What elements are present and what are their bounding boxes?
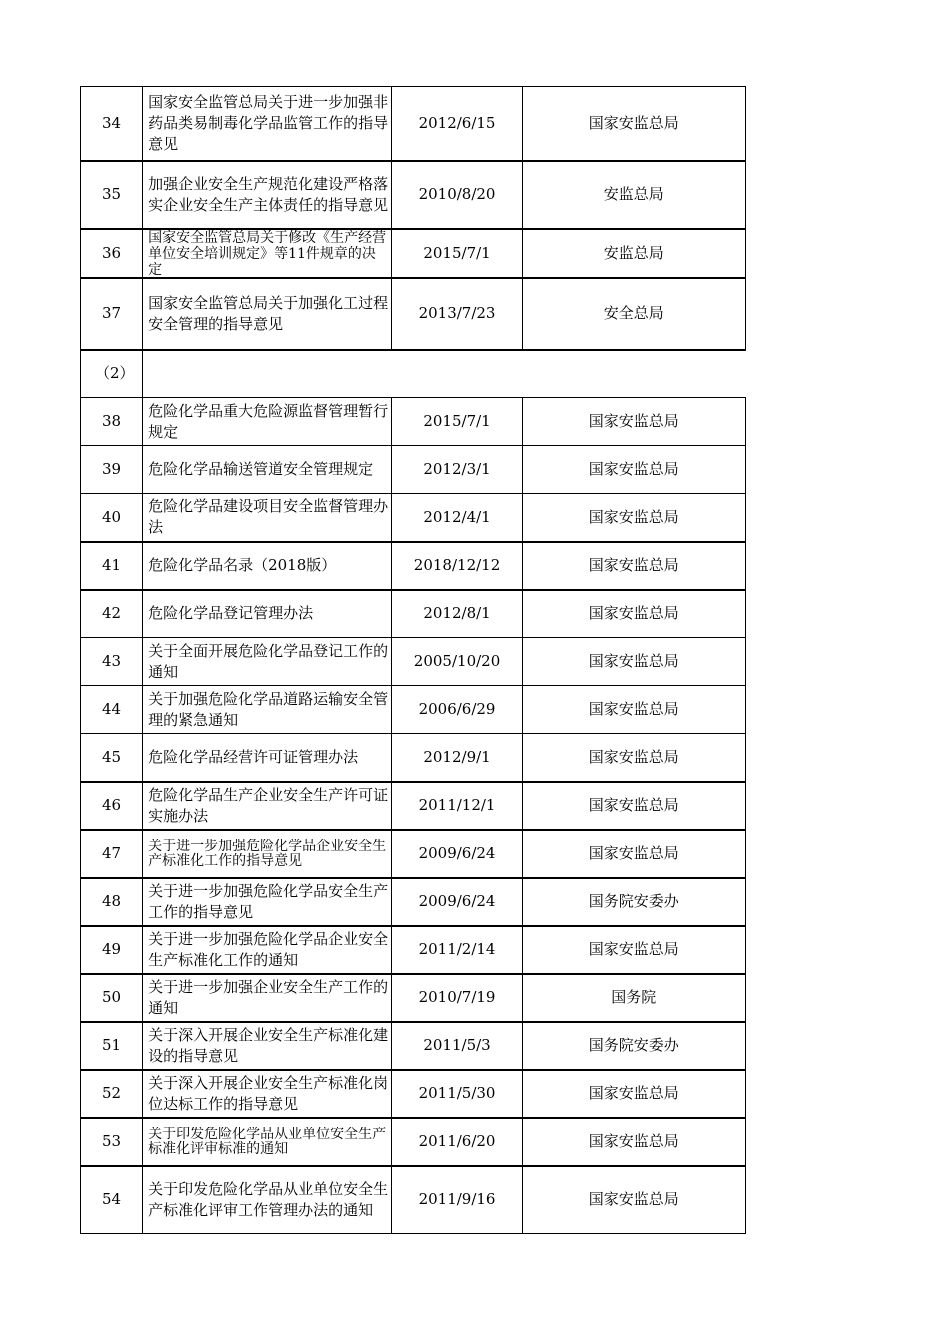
table-row	[81, 1166, 746, 1234]
row-number: 39	[81, 446, 143, 494]
document-title: 危险化学品经营许可证管理办法	[143, 734, 392, 782]
issuing-authority: 安监总局	[522, 229, 745, 278]
table-row	[81, 278, 746, 350]
issue-date: 2011/5/3	[392, 1022, 522, 1070]
document-title: 危险化学品输送管道安全管理规定	[143, 446, 392, 494]
issuing-authority: 国家安监总局	[522, 782, 745, 830]
issue-date: 2010/7/19	[392, 974, 522, 1022]
issuing-authority: 国家安监总局	[522, 734, 745, 782]
row-number: 35	[81, 161, 143, 229]
document-title: 关于印发危险化学品从业单位安全生产标准化评审标准的通知	[143, 1118, 392, 1166]
issue-date: 2006/6/29	[392, 686, 522, 734]
row-number: 41	[81, 542, 143, 590]
row-number: 36	[81, 229, 143, 278]
issue-date: 2010/8/20	[392, 161, 522, 229]
issuing-authority: 国家安监总局	[522, 590, 745, 638]
issue-date: 2011/5/30	[392, 1070, 522, 1118]
document-title: 关于进一步加强危险化学品企业安全生产标准化工作的通知	[143, 926, 392, 974]
issuing-authority: 国家安监总局	[522, 446, 745, 494]
document-title: 关于加强危险化学品道路运输安全管理的紧急通知	[143, 686, 392, 734]
row-number: 48	[81, 878, 143, 926]
row-number: 46	[81, 782, 143, 830]
issue-date: 2012/3/1	[392, 446, 522, 494]
issue-date: 2011/9/16	[392, 1166, 522, 1234]
issuing-authority: 国家安监总局	[522, 926, 745, 974]
issuing-authority: 国家安监总局	[522, 1118, 745, 1166]
row-number: 54	[81, 1166, 143, 1234]
row-number: 37	[81, 278, 143, 350]
document-title: 关于进一步加强危险化学品安全生产工作的指导意见	[143, 878, 392, 926]
table-row	[81, 830, 746, 878]
document-title: 危险化学品重大危险源监督管理暂行规定	[143, 398, 392, 446]
row-number: 47	[81, 830, 143, 878]
table-row	[81, 734, 746, 782]
issue-date: 2012/8/1	[392, 590, 522, 638]
issuing-authority: 国家安监总局	[522, 542, 745, 590]
table-row	[81, 686, 746, 734]
table-row	[81, 638, 746, 686]
document-title: 关于进一步加强企业安全生产工作的通知	[143, 974, 392, 1022]
table-row	[81, 542, 746, 590]
section-header-row	[81, 350, 746, 398]
issue-date: 2011/6/20	[392, 1118, 522, 1166]
issue-date: 2018/12/12	[392, 542, 522, 590]
table-row	[81, 590, 746, 638]
issuing-authority: 国家安监总局	[522, 494, 745, 542]
row-number: 40	[81, 494, 143, 542]
row-number: 52	[81, 1070, 143, 1118]
row-number: 53	[81, 1118, 143, 1166]
issuing-authority: 国家安监总局	[522, 1070, 745, 1118]
document-title: 加强企业安全生产规范化建设严格落实企业安全生产主体责任的指导意见	[143, 161, 392, 229]
issue-date: 2011/12/1	[392, 782, 522, 830]
row-number: 50	[81, 974, 143, 1022]
issuing-authority: 国家安监总局	[522, 398, 745, 446]
table-row	[81, 494, 746, 542]
row-number: 42	[81, 590, 143, 638]
issuing-authority: 国务院安委办	[522, 1022, 745, 1070]
issue-date: 2012/6/15	[392, 87, 522, 161]
document-title: 危险化学品名录（2018版）	[143, 542, 392, 590]
table-row	[81, 782, 746, 830]
document-title: 国家安全监管总局关于加强化工过程安全管理的指导意见	[143, 278, 392, 350]
table-row	[81, 974, 746, 1022]
table-row	[81, 398, 746, 446]
issuing-authority: 国家安监总局	[522, 686, 745, 734]
table-row	[81, 1022, 746, 1070]
row-number: 43	[81, 638, 143, 686]
table-row	[81, 1118, 746, 1166]
issue-date: 2011/2/14	[392, 926, 522, 974]
row-number: 51	[81, 1022, 143, 1070]
issue-date: 2009/6/24	[392, 878, 522, 926]
issue-date: 2012/4/1	[392, 494, 522, 542]
issuing-authority: 国务院	[522, 974, 745, 1022]
issuing-authority: 国家安监总局	[522, 1166, 745, 1234]
table-row	[81, 229, 746, 278]
issue-date: 2015/7/1	[392, 398, 522, 446]
document-title: 国家安全监管总局关于修改《生产经营单位安全培训规定》等11件规章的决定	[143, 229, 392, 278]
row-number: 45	[81, 734, 143, 782]
section-blank	[143, 350, 746, 398]
document-title: 国家安全监管总局关于进一步加强非药品类易制毒化学品监管工作的指导意见	[143, 87, 392, 161]
document-title: 关于全面开展危险化学品登记工作的通知	[143, 638, 392, 686]
issuing-authority: 国家安监总局	[522, 87, 745, 161]
issue-date: 2015/7/1	[392, 229, 522, 278]
document-title: 危险化学品建设项目安全监督管理办法	[143, 494, 392, 542]
document-title: 关于深入开展企业安全生产标准化建设的指导意见	[143, 1022, 392, 1070]
issuing-authority: 安监总局	[522, 161, 745, 229]
issuing-authority: 国务院安委办	[522, 878, 745, 926]
issue-date: 2013/7/23	[392, 278, 522, 350]
table-row	[81, 926, 746, 974]
row-number: 44	[81, 686, 143, 734]
document-title: 关于深入开展企业安全生产标准化岗位达标工作的指导意见	[143, 1070, 392, 1118]
table-row	[81, 87, 746, 161]
issue-date: 2009/6/24	[392, 830, 522, 878]
table-row	[81, 1070, 746, 1118]
table-row	[81, 446, 746, 494]
issuing-authority: 国家安监总局	[522, 638, 745, 686]
row-number: 38	[81, 398, 143, 446]
issuing-authority: 国家安监总局	[522, 830, 745, 878]
document-title: 关于进一步加强危险化学品企业安全生产标准化工作的指导意见	[143, 830, 392, 878]
issuing-authority: 安全总局	[522, 278, 745, 350]
row-number: 34	[81, 87, 143, 161]
regulations-table	[80, 86, 746, 1234]
document-title: 关于印发危险化学品从业单位安全生产标准化评审工作管理办法的通知	[143, 1166, 392, 1234]
document-title: 危险化学品登记管理办法	[143, 590, 392, 638]
issue-date: 2012/9/1	[392, 734, 522, 782]
row-number: 49	[81, 926, 143, 974]
table-row	[81, 161, 746, 229]
issue-date: 2005/10/20	[392, 638, 522, 686]
document-title: 危险化学品生产企业安全生产许可证实施办法	[143, 782, 392, 830]
section-label: （2）	[81, 350, 143, 398]
table-row	[81, 878, 746, 926]
